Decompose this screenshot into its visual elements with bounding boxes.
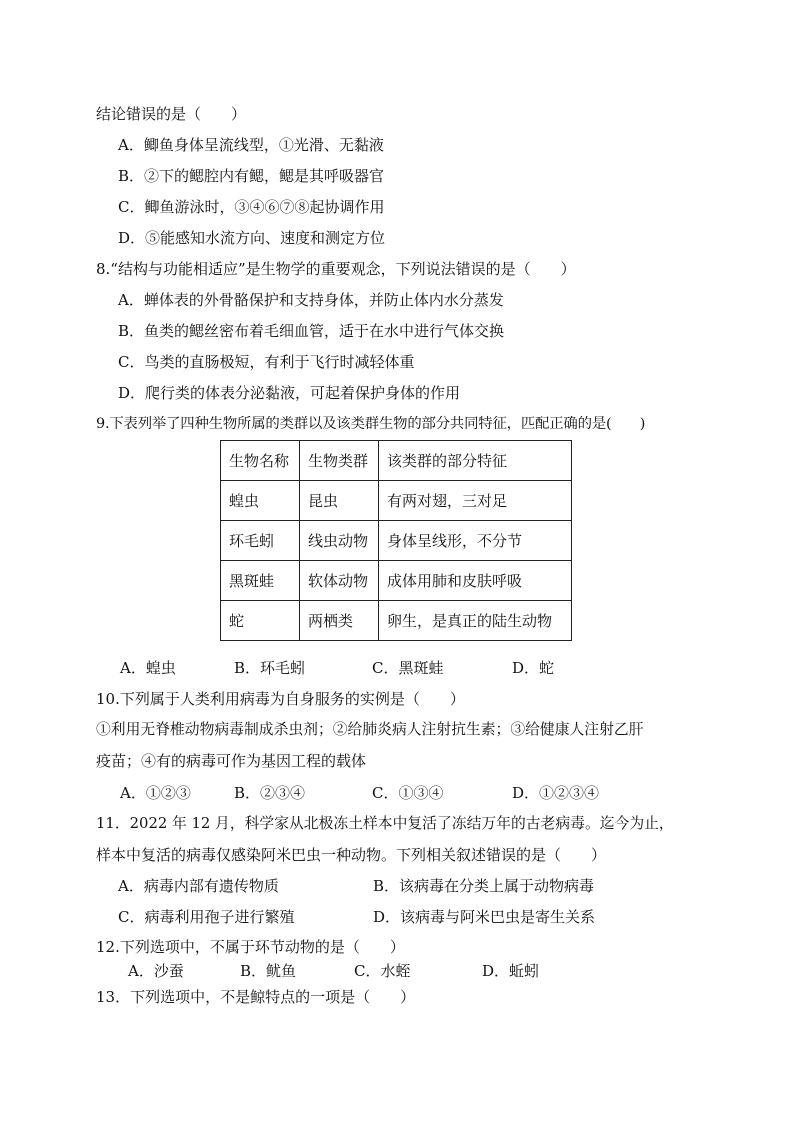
table-cell: 昆虫 bbox=[300, 481, 379, 521]
q9-option-b: B．环毛蚓 bbox=[234, 659, 306, 677]
q12-option-d: D．蚯蚓 bbox=[482, 962, 540, 980]
q11-stem-line1: 11．2022 年 12 月，科学家从北极冻土样本中复活了冻结万年的古老病毒。迄今为止， bbox=[96, 815, 674, 832]
q12-option-c: C．水蛭 bbox=[354, 962, 411, 980]
q7-option-a: A．鲫鱼身体呈流线型，①光滑、无黏液 bbox=[118, 136, 384, 154]
q10-option-a: A．①②③ bbox=[120, 784, 191, 802]
q11-option-b: B．该病毒在分类上属于动物病毒 bbox=[373, 877, 595, 895]
q10-option-c: C．①③④ bbox=[372, 784, 444, 802]
table-row bbox=[221, 601, 572, 641]
table-row bbox=[221, 481, 572, 521]
q9-option-a: A．蝗虫 bbox=[120, 659, 176, 677]
table-cell: 软体动物 bbox=[300, 561, 379, 601]
q7-stem-tail: 结论错误的是（ ） bbox=[96, 105, 247, 123]
table-header-row bbox=[221, 441, 572, 481]
q8-option-b: B．鱼类的鳃丝密布着毛细血管，适于在水中进行气体交换 bbox=[118, 322, 505, 340]
q12-stem: 12.下列选项中，不属于环节动物的是（ ） bbox=[96, 938, 405, 956]
q11-option-d: D．该病毒与阿米巴虫是寄生关系 bbox=[373, 908, 596, 926]
table-cell: 线虫动物 bbox=[300, 521, 379, 561]
q11-stem-line2: 样本中复活的病毒仅感染阿米巴虫一种动物。下列相关叙述错误的是（ ） bbox=[96, 846, 607, 864]
q10-stem: 10.下列属于人类利用病毒为自身服务的实例是（ ） bbox=[96, 690, 465, 708]
q10-statements-line2: 疫苗；④有的病毒可作为基因工程的载体 bbox=[96, 752, 367, 770]
q12-option-a: A．沙蚕 bbox=[128, 962, 184, 980]
q11-option-c: C．病毒利用孢子进行繁殖 bbox=[118, 908, 295, 926]
table-cell: 身体呈线形，不分节 bbox=[379, 521, 572, 561]
table-header-cell: 该类群的部分特征 bbox=[379, 441, 572, 481]
table-row bbox=[221, 561, 572, 601]
q10-option-d: D．①②③④ bbox=[512, 784, 600, 802]
table-cell: 两栖类 bbox=[300, 601, 379, 641]
q7-option-d: D．⑤能感知水流方向、速度和测定方位 bbox=[118, 229, 386, 247]
q7-option-c: C．鲫鱼游泳时，③④⑥⑦⑧起协调作用 bbox=[118, 198, 385, 216]
table-cell: 卵生，是真正的陆生动物 bbox=[379, 601, 572, 641]
q9-table bbox=[220, 440, 572, 641]
q11-option-a: A．病毒内部有遗传物质 bbox=[118, 877, 279, 895]
q8-stem: 8.“结构与功能相适应”是生物学的重要观念，下列说法错误的是（ ） bbox=[96, 260, 576, 278]
table-cell: 环毛蚓 bbox=[221, 521, 300, 561]
q9-option-d: D．蛇 bbox=[512, 659, 555, 677]
q13-stem: 13．下列选项中，不是鲸特点的一项是（ ） bbox=[96, 988, 416, 1006]
table-header-cell: 生物名称 bbox=[221, 441, 300, 481]
q8-option-d: D．爬行类的体表分泌黏液，可起着保护身体的作用 bbox=[118, 384, 461, 402]
table-cell: 蝗虫 bbox=[221, 481, 300, 521]
table-header-cell: 生物类群 bbox=[300, 441, 379, 481]
q8-option-c: C．鸟类的直肠极短，有利于飞行时减轻体重 bbox=[118, 353, 415, 371]
q12-option-b: B．鱿鱼 bbox=[240, 962, 297, 980]
q8-option-a: A．蝉体表的外骨骼保护和支持身体，并防止体内水分蒸发 bbox=[118, 291, 504, 309]
q7-option-b: B．②下的鳃腔内有鳃，鳃是其呼吸器官 bbox=[118, 167, 385, 185]
q9-option-c: C．黑斑蛙 bbox=[372, 659, 444, 677]
table-cell: 有两对翅，三对足 bbox=[379, 481, 572, 521]
table-row bbox=[221, 521, 572, 561]
table-cell: 蛇 bbox=[221, 601, 300, 641]
q9-stem: 9.下表列举了四种生物所属的类群以及该类群生物的部分共同特征，匹配正确的是( ) bbox=[96, 416, 646, 432]
table-cell: 成体用肺和皮肤呼吸 bbox=[379, 561, 572, 601]
table-cell: 黑斑蛙 bbox=[221, 561, 300, 601]
q10-statements-line1: ①利用无脊椎动物病毒制成杀虫剂；②给肺炎病人注射抗生素；③给健康人注射乙肝 bbox=[96, 721, 644, 738]
q10-option-b: B．②③④ bbox=[234, 784, 306, 802]
